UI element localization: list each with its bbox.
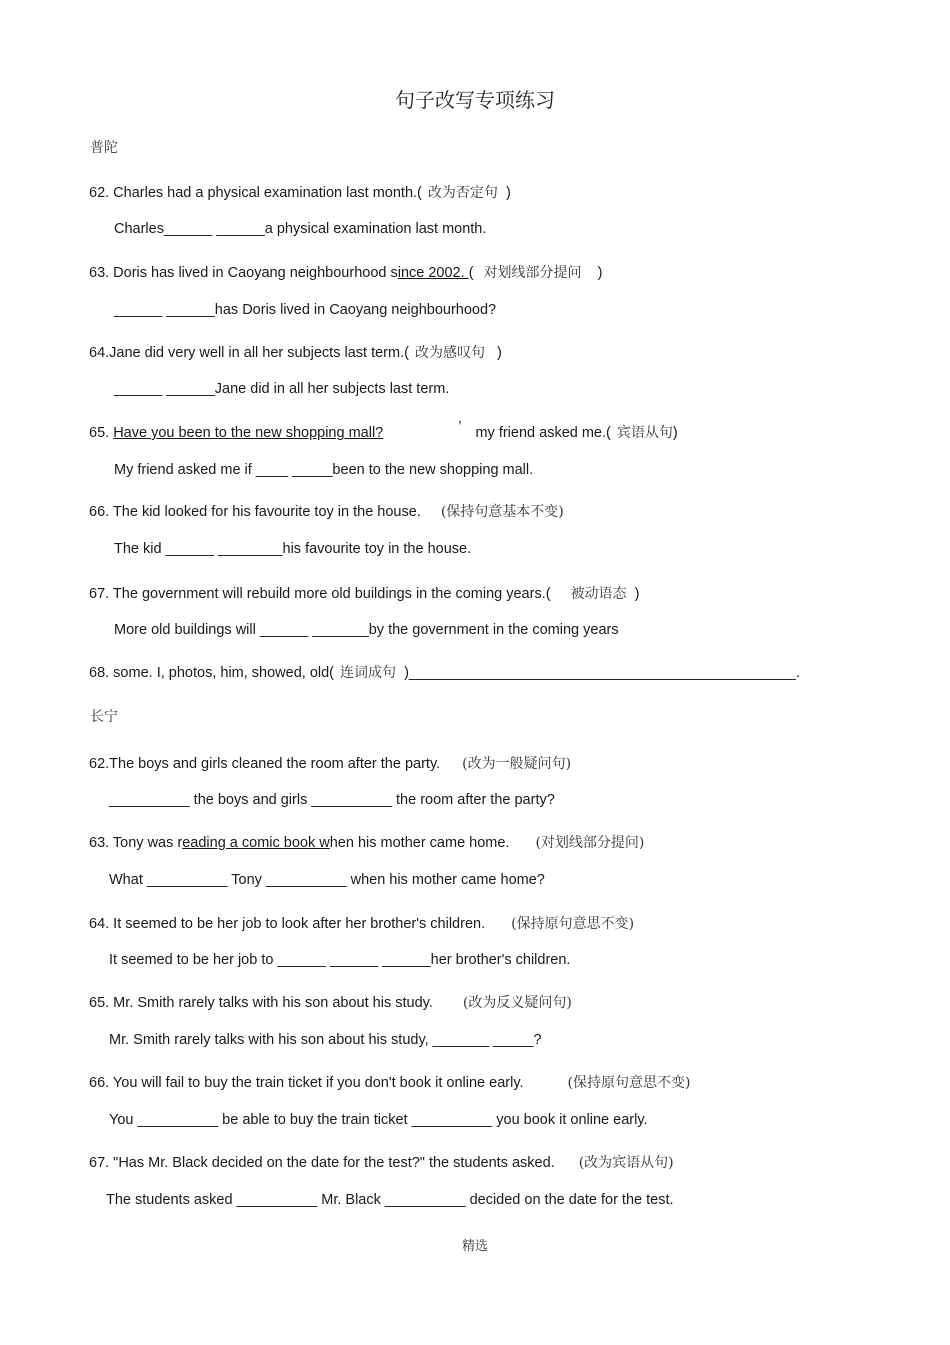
answer-67-putuo: More old buildings will ______ _______by the government in the coming years	[114, 622, 619, 638]
question-63-changning	[89, 832, 644, 852]
instruction-note: 改为否定句	[427, 185, 498, 201]
answer-65-putuo: My friend asked me if ____ _____been to the new shopping mall.	[114, 462, 534, 478]
question-62-changning	[89, 753, 571, 773]
question-text: 65. Mr. Smith rarely talks with his son about his study.	[89, 995, 433, 1011]
instruction-note: (对划线部分提问)	[535, 835, 645, 851]
question-text: 66. The kid looked for his favourite toy in the house.	[89, 504, 421, 520]
instruction-note: (保持原句意思不变)	[567, 1075, 691, 1091]
quote-mark: ’	[458, 419, 462, 435]
question-65-putuo	[89, 419, 678, 442]
question-text: 62. Charles had a physical examination last month.(	[89, 185, 422, 201]
question-text: 65.	[89, 425, 114, 441]
question-text-2: my friend asked me.(	[475, 425, 611, 441]
instruction-note: (保持原句意思不变)	[511, 916, 635, 932]
answer-62-changning: __________ the boys and girls __________ the room after the party?	[109, 792, 555, 808]
answer-66-putuo: The kid ______ ________his favourite toy in the house.	[114, 541, 472, 557]
question-68-putuo	[89, 662, 800, 682]
question-text: 62.The boys and girls cleaned the room after the party.	[89, 756, 441, 772]
bracket: (	[468, 265, 474, 281]
question-text: 67. "Has Mr. Black decided on the date for the test?" the students asked.	[89, 1155, 555, 1171]
answer-64-putuo: ______ ______Jane did in all her subjects last term.	[114, 381, 450, 397]
question-text: 66. You will fail to buy the train ticket if you don't book it online early.	[89, 1075, 524, 1091]
question-65-changning	[89, 992, 572, 1012]
question-66-putuo	[89, 501, 564, 521]
underlined-text: ince 2002.	[397, 265, 469, 281]
question-text-2: hen his mother came home.	[329, 835, 510, 851]
underlined-text: Have you been to the new shopping mall?	[113, 425, 384, 441]
question-text: 63. Doris has lived in Caoyang neighbourhood s	[89, 265, 398, 281]
question-67-changning	[89, 1152, 674, 1172]
section-heading-putuo: 普陀	[90, 140, 118, 156]
instruction-note: (保持句意基本不变)	[440, 504, 564, 520]
bracket: )	[497, 345, 502, 361]
instruction-note: 宾语从句	[616, 425, 673, 441]
question-63-putuo	[89, 262, 603, 282]
answer-63-changning: What __________ Tony __________ when his mother came home?	[109, 872, 545, 888]
instruction-note: (改为一般疑问句)	[462, 756, 572, 772]
question-62-putuo	[89, 182, 511, 202]
answer-62-putuo: Charles______ ______a physical examination last month.	[114, 221, 487, 237]
question-text: 64.Jane did very well in all her subjects last term.(	[89, 345, 409, 361]
bracket: )	[597, 265, 603, 281]
answer-66-changning: You __________ be able to buy the train ticket __________ you book it online early.	[109, 1112, 648, 1128]
answer-blank: )________________________________________________.	[404, 665, 801, 681]
question-text: 63. Tony was r	[89, 835, 183, 851]
page-footer: 精选	[461, 1239, 488, 1254]
bracket: )	[634, 586, 640, 602]
section-heading-changning: 长宁	[90, 709, 118, 725]
instruction-note: 连词成句	[340, 665, 397, 681]
instruction-note: 改为感叹句	[414, 345, 485, 361]
answer-65-changning: Mr. Smith rarely talks with his son about his study, _______ _____?	[109, 1032, 542, 1048]
page-title: 句子改写专项练习	[395, 88, 555, 112]
answer-63-putuo: ______ ______has Doris lived in Caoyang neighbourhood?	[114, 302, 497, 318]
instruction-note: (改为反义疑问句)	[462, 995, 572, 1011]
bracket: )	[672, 425, 678, 441]
instruction-note: 对划线部分提问	[483, 265, 582, 281]
question-text: 67. The government will rebuild more old buildings in the coming years.(	[89, 586, 551, 602]
question-64-changning	[89, 913, 634, 933]
bracket: )	[505, 185, 511, 201]
question-64-putuo	[89, 342, 502, 362]
question-text: 64. It seemed to be her job to look after her brother's children.	[89, 916, 486, 932]
question-67-putuo	[89, 583, 639, 603]
question-text: 68. some. I, photos, him, showed, old(	[89, 665, 335, 681]
underlined-text: eading a comic book w	[182, 835, 330, 851]
instruction-note: 被动语态	[570, 586, 627, 602]
answer-64-changning: It seemed to be her job to ______ ______ ______her brother's children.	[109, 952, 571, 968]
answer-67-changning: The students asked __________ Mr. Black __________ decided on the date for the test.	[106, 1192, 674, 1208]
question-66-changning	[89, 1072, 690, 1092]
instruction-note: (改为宾语从句)	[578, 1155, 674, 1171]
